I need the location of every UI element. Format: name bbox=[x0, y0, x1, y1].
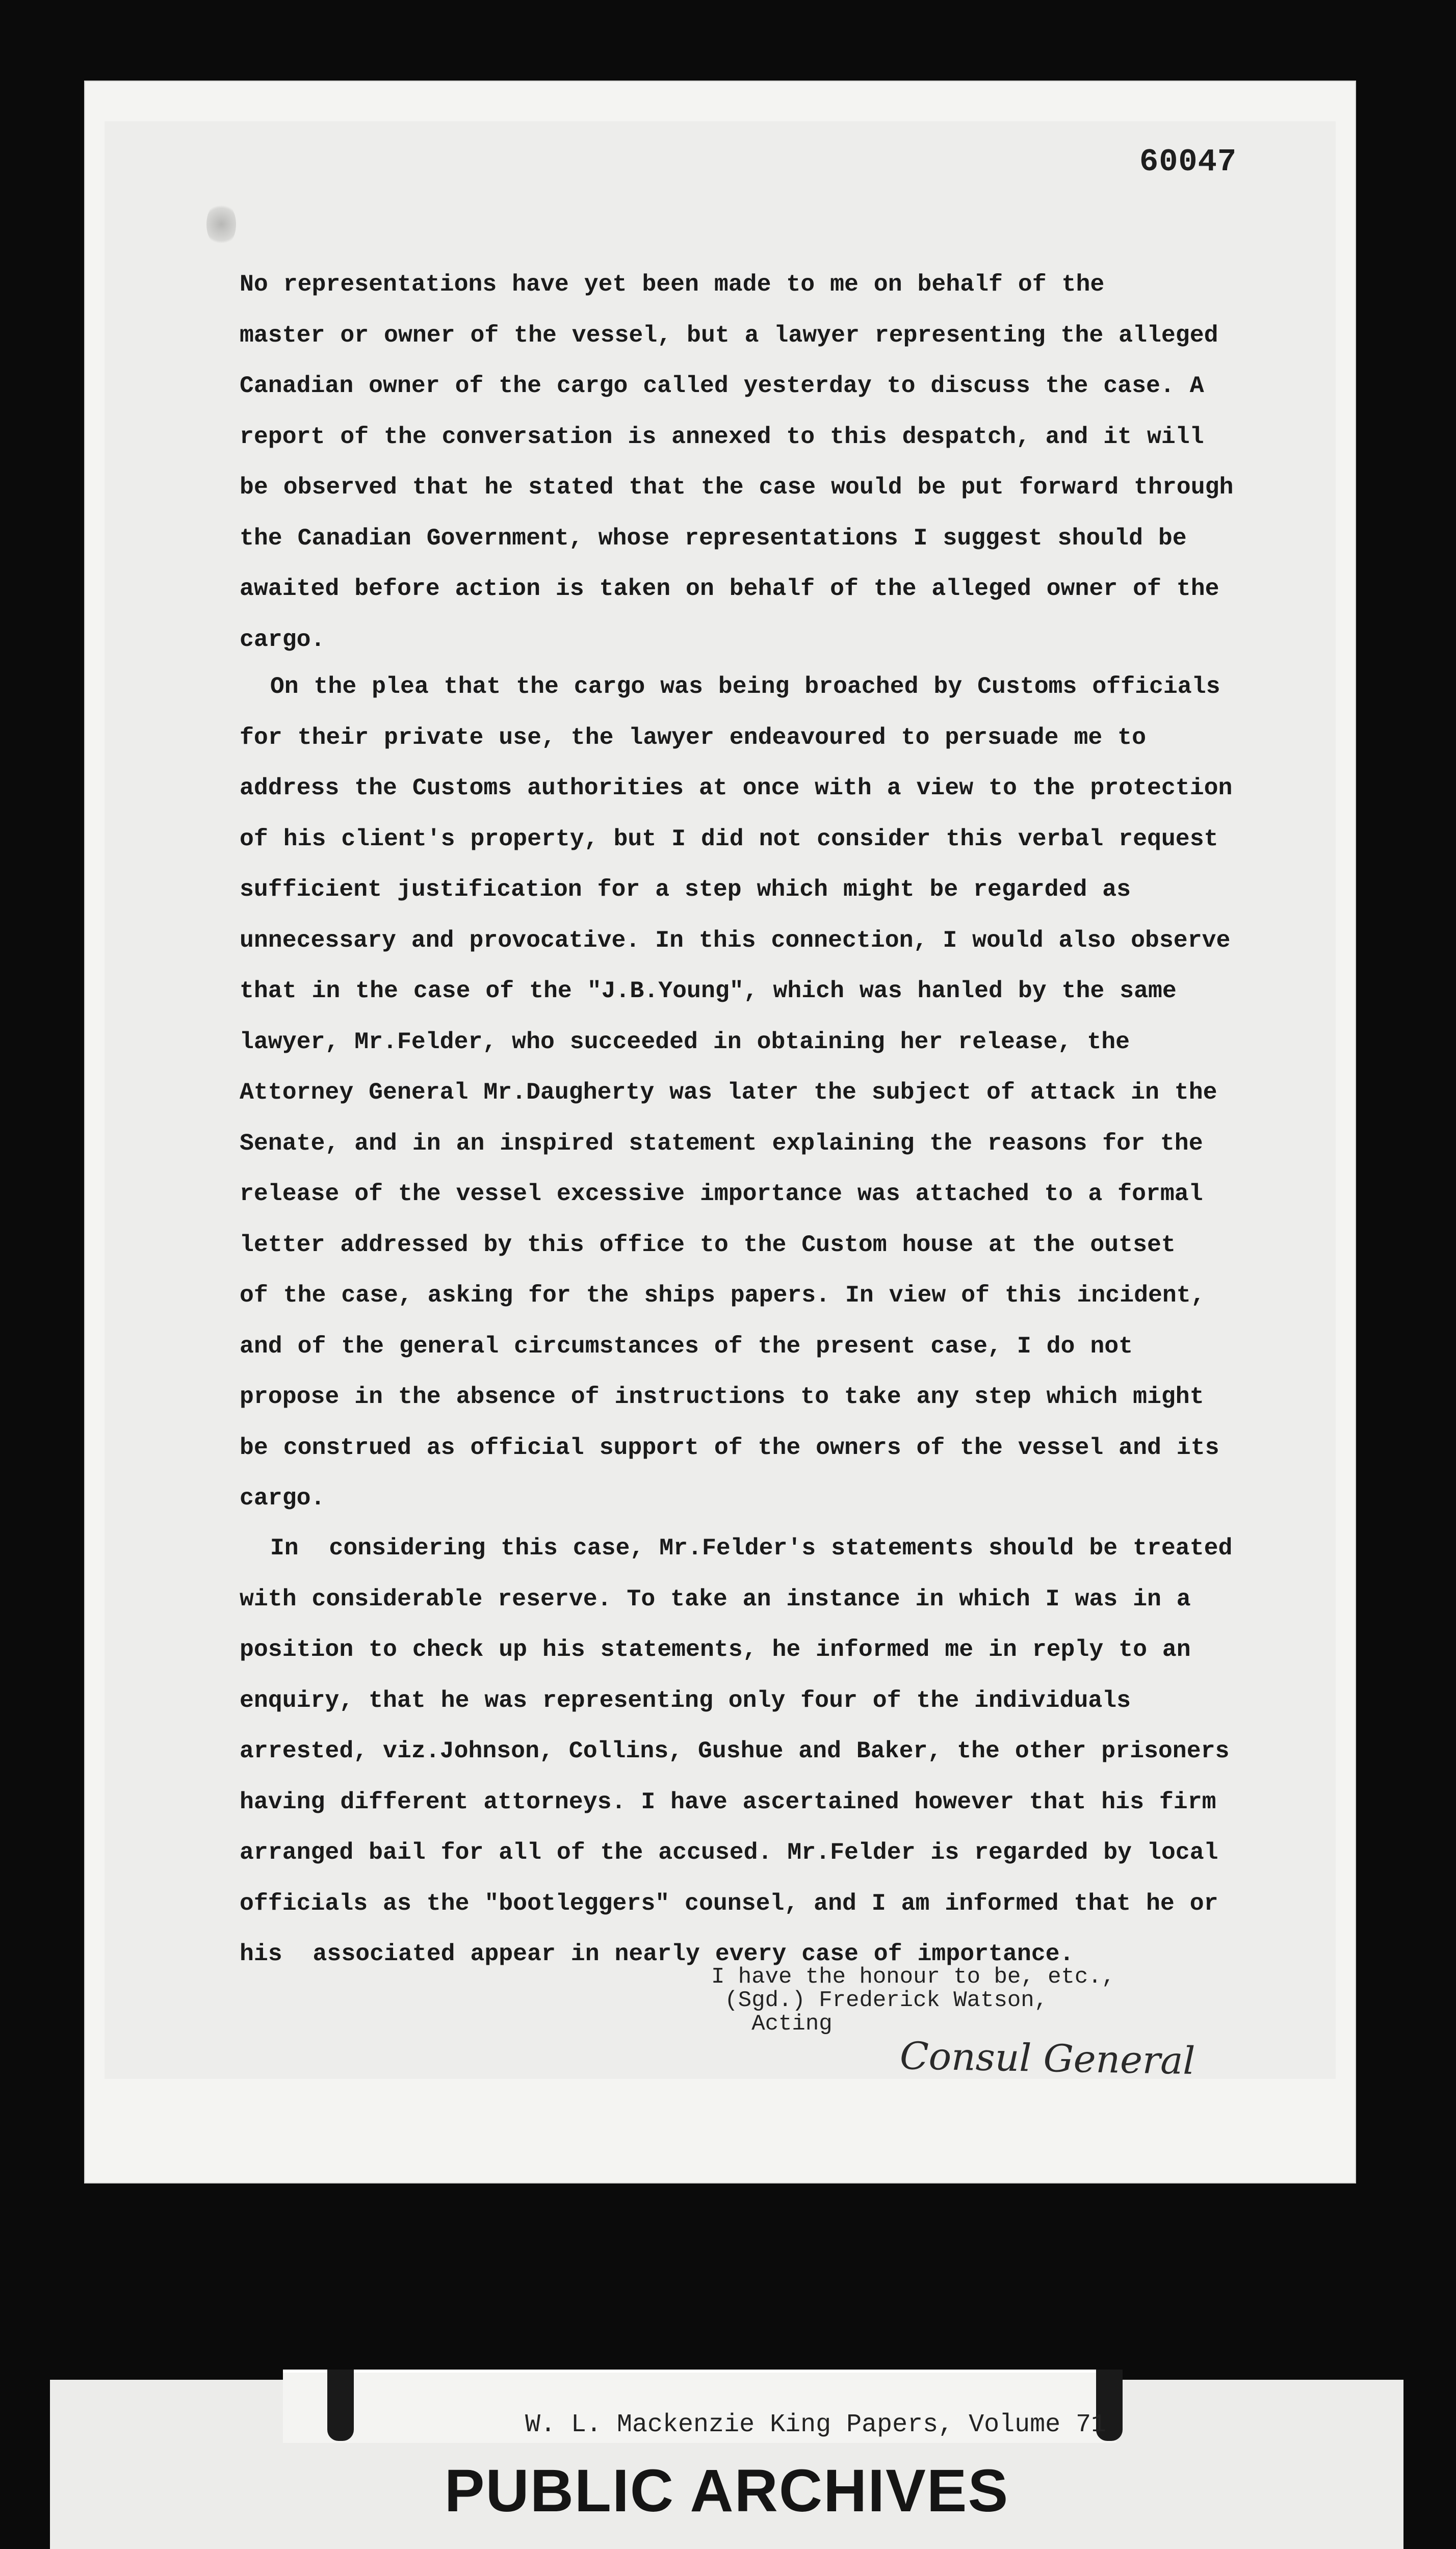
page-number: 60047 bbox=[1139, 144, 1237, 180]
card-notch-left bbox=[327, 2370, 354, 2441]
letter-closing: I have the honour to be, etc., (Sgd.) Frederick Watson, Acting bbox=[711, 1964, 1115, 2037]
ink-blot bbox=[206, 201, 236, 247]
archive-title-english: PUBLIC ARCHIVES bbox=[444, 2457, 1009, 2525]
letter-paragraph-3: In considering this case, Mr.Felder's statements should be treated with considerable reserve. To take an instance in which I was in a position to check up his statements, he informed me in reply to an enquiry, that he was representing only four of the individuals arrested, viz.Johnson, Collins, Gushue and Baker, the other prisoners having different attorneys. I have ascertained however that his firm arranged bail for all of the accused. Mr.Felder is regarded by local officials as the "bootleggers" counsel, and I am informed that he or his associated appear in nearly every case of importance. bbox=[240, 1534, 1233, 1967]
archive-source-label: W. L. Mackenzie King Papers, Volume 71 bbox=[525, 2410, 1107, 2439]
handwritten-signature: Consul General bbox=[899, 2034, 1195, 2084]
letter-paragraph-1: No representations have yet been made to me on behalf of the master or owner of the vessel, but a lawyer representing the alleged Canadian owner of the cargo called yesterday to discuss the case. A report of the conversation is annexed to this despatch, and it will be observed that he stated that the case would be put forward through the Canadian Government, whose representations I suggest should be awaited before action is taken on behalf of the alleged owner of the cargo. bbox=[240, 271, 1234, 653]
letter-paragraph-2: On the plea that the cargo was being broached by Customs officials for their private use, the lawyer endeavoured to persuade me to address the Customs authorities at once with a view to the protection of his client's property, but I did not consider this verbal request sufficient justification for a step which might be regarded as unnecessary and provocative. In this connection, I would also observe that in the case of the "J.B.Young", which was hanled by the same lawyer, Mr.Felder, who succeeded in obtaining her release, the Attorney General Mr.Daugherty was later the subject of attack in the Senate, and in an inspired statement explaining the reasons for the release of the vessel excessive importance was attached to a formal letter addressed by this office to the Custom house at the outset of the case, asking for the ships papers. In view of this incident, and of the general circumstances of the present case, I do not propose in the absence of instructions to take any step which might be construed as official support of the owners of the vessel and its cargo. bbox=[240, 673, 1233, 1512]
